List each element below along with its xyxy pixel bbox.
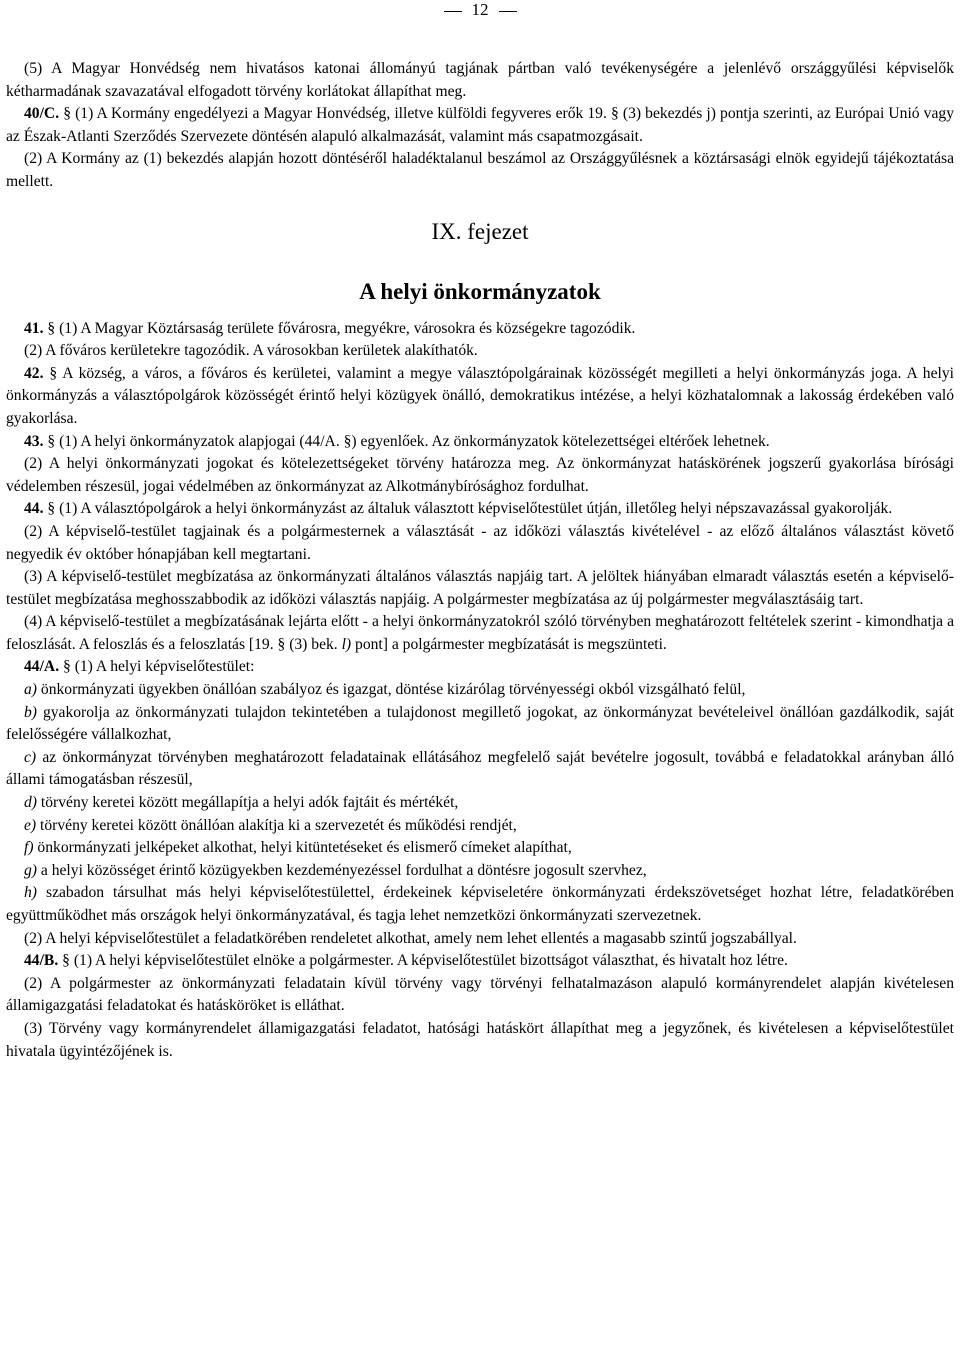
page-number-dash-left [444, 11, 462, 12]
page-number [6, 0, 954, 20]
section-number: 40/C. [24, 105, 60, 123]
section-text: § (1) A Kormány engedélyezi a Magyar Honvédség, illetve külföldi fegyveres erők 19. § (3) bekezdés j) pontja szerinti, az Európai Unió vagy az Észak-Atlanti Szerződés Szervezete döntésén alapuló alkalmazását, valamint más csapatmozgásait. [6, 105, 954, 145]
chapter-heading: IX. fejezet [431, 218, 529, 244]
section-40c [6, 103, 954, 148]
section-44b-3: (3) Törvény vagy kormányrendelet államigazgatási feladatot, hatósági hatáskört állapíthat meg a jegyzőnek, és kivételesen a képviselőtestület hivatala ügyintézőjének is. [6, 1019, 954, 1060]
section-44-1 [6, 498, 954, 521]
list-item-f [6, 837, 954, 860]
item-text: törvény keretei között önállóan alakítja ki a szervezetét és működési rendjét, [36, 816, 517, 834]
list-item-a [6, 679, 954, 702]
section-number: 44/A. [24, 658, 60, 676]
section-text: § (1) A választópolgárok a helyi önkormányzást az általuk választott képviselőtestület útján, illetőleg helyi népszavazással gyakorolják. [43, 500, 893, 518]
item-mark: f) [24, 839, 34, 857]
item-mark: e) [24, 816, 37, 834]
section-41-1 [6, 318, 954, 341]
section-44-2: (2) A képviselő-testület tagjainak és a polgármesternek a választását - az időközi választás kivételével - az előző általános választást követő negyedik év október hónapjában kell megtartani. [6, 522, 954, 563]
section-42 [6, 363, 954, 431]
section-44a-2: (2) A helyi képviselőtestület a feladatkörében rendeletet alkothat, amely nem lehet ellentés a magasabb szintű jogszabállyal. [24, 929, 797, 947]
section-text: § (1) A helyi önkormányzatok alapjogai (44/A. §) egyenlőek. Az önkormányzatok kötelezettségei eltérőek lehetnek. [43, 432, 770, 450]
list-item-b [6, 702, 954, 747]
section-41-2: (2) A főváros kerületekre tagozódik. A városokban kerületek alakíthatók. [24, 342, 478, 360]
item-text: törvény keretei között megállapítja a helyi adók fajtáit és mértékét, [37, 794, 459, 812]
item-mark: b) [24, 703, 37, 721]
item-mark: c) [24, 748, 37, 766]
list-item-g [6, 860, 954, 883]
section-44-4 [6, 611, 954, 656]
section-number: 43. [24, 432, 44, 450]
section-44a-1 [6, 656, 954, 679]
section-text: § A község, a város, a főváros és kerületei, valamint a megye választópolgárainak közösségét megilleti a helyi önkormányzás joga. A helyi önkormányzás a választópolgárok közösségét érintő helyi közügyek önálló, demokratikus intézése, a helyi közhatalomnak a lakosság érdekében való gyakorlása. [6, 364, 954, 427]
item-text: önkormányzati ügyekben önállóan szabályoz és igazgat, döntése kizárólag törvényességi okból vizsgálható felül, [37, 681, 746, 699]
section-text: pont] a polgármester megbízatását is megszünteti. [351, 635, 667, 653]
chapter-title: A helyi önkormányzatok [359, 278, 601, 304]
section-43-1 [6, 431, 954, 454]
section-40c-2: (2) A Kormány az (1) bekezdés alapján hozott döntéséről haladéktalanul beszámol az Országgyűlésnek a köztársasági elnök egyidejű tájékoztatása mellett. [6, 150, 954, 190]
section-44-3: (3) A képviselő-testület megbízatása az önkormányzati általános választás napjáig tart. A jelöltek hiányában elmaradt választás esetén a képviselő-testület megbízatása meghosszabbodik az időközi választás napjáig. A polgármester megbízatása az új polgármester megválasztásáig tart. [6, 568, 954, 608]
item-text: az önkormányzat törvényben meghatározott feladatainak ellátásához megfelelő saját bevételre jogosult, továbbá e feladatokkal arányban álló állami támogatásban részesül, [6, 748, 954, 789]
item-mark: a) [24, 681, 37, 699]
section-number: 41. [24, 319, 44, 337]
section-number: 44/B. [24, 952, 59, 970]
section-text: (4) A képviselő-testület a megbízatásának lejárta előtt - a helyi önkormányzatokról szóló törvényben meghatározott feltételek szerint - kimondhatja a feloszlását. A feloszlás és a feloszlatás [19. § (3) bek. [6, 613, 954, 653]
item-mark: l) [341, 635, 352, 653]
list-item-d [6, 792, 954, 815]
section-number: 42. [24, 364, 44, 382]
section-text: § (1) A helyi képviselőtestület elnöke a polgármester. A képviselőtestület bizottságot választhat, és hivatalt hoz létre. [58, 952, 788, 970]
page-number-dash-right [499, 11, 517, 12]
list-item-e [6, 815, 954, 838]
item-text: önkormányzati jelképeket alkothat, helyi kitüntetéseket és elismerő címeket alapíthat, [33, 839, 572, 857]
section-44b-2: (2) A polgármester az önkormányzati feladatain kívül törvény vagy törvényi felhatalmazáson alapuló kormányrendelet alapján kivételesen államigazgatási feladatokat és hatásköröket is elláthat. [6, 974, 954, 1015]
section-43-2: (2) A helyi önkormányzati jogokat és kötelezettségeket törvény határozza meg. Az önkormányzat hatáskörének jogszerű gyakorlása bírósági védelemben részesül, jogai védelmében az önkormányzat az Alkotmánybírósághoz fordulhat. [6, 455, 954, 495]
item-text: a helyi közösséget érintő közügyekben kezdeményezéssel fordulhat a döntésre jogosult szervhez, [37, 861, 647, 879]
item-mark: h) [24, 884, 37, 902]
paragraph-5: (5) A Magyar Honvédség nem hivatásos katonai állományú tagjának pártban való tevékenységére a jelenlévő országgyűlési képviselők kétharmadának szavazatával elfogadott törvény korlátokat állapíthat meg. [6, 60, 954, 100]
section-number: 44. [24, 500, 44, 518]
list-item-h [6, 882, 954, 927]
item-mark: g) [24, 861, 37, 879]
section-text: § (1) A Magyar Köztársaság területe fővárosra, megyékre, városokra és községekre tagozódik. [43, 319, 636, 337]
list-item-c [6, 747, 954, 792]
section-44b-1 [6, 950, 954, 973]
item-mark: d) [24, 794, 37, 812]
item-text: gyakorolja az önkormányzati tulajdon tekintetében a tulajdonost megillető jogokat, az önkormányzat bevételeivel önállóan gazdálkodik, saját felelősségére vállalkozhat, [6, 703, 954, 744]
section-text: § (1) A helyi képviselőtestület: [59, 658, 255, 676]
page-number-text: 12 [471, 0, 489, 19]
item-text: szabadon társulhat más helyi képviselőtestülettel, érdekeinek képviseletére önkormányzati érdekszövetséget hozhat létre, feladatkörében együttműködhet más országok helyi önkormányzatával, és tagja lehet nemzetközi önkormányzati szervezetnek. [6, 884, 954, 924]
